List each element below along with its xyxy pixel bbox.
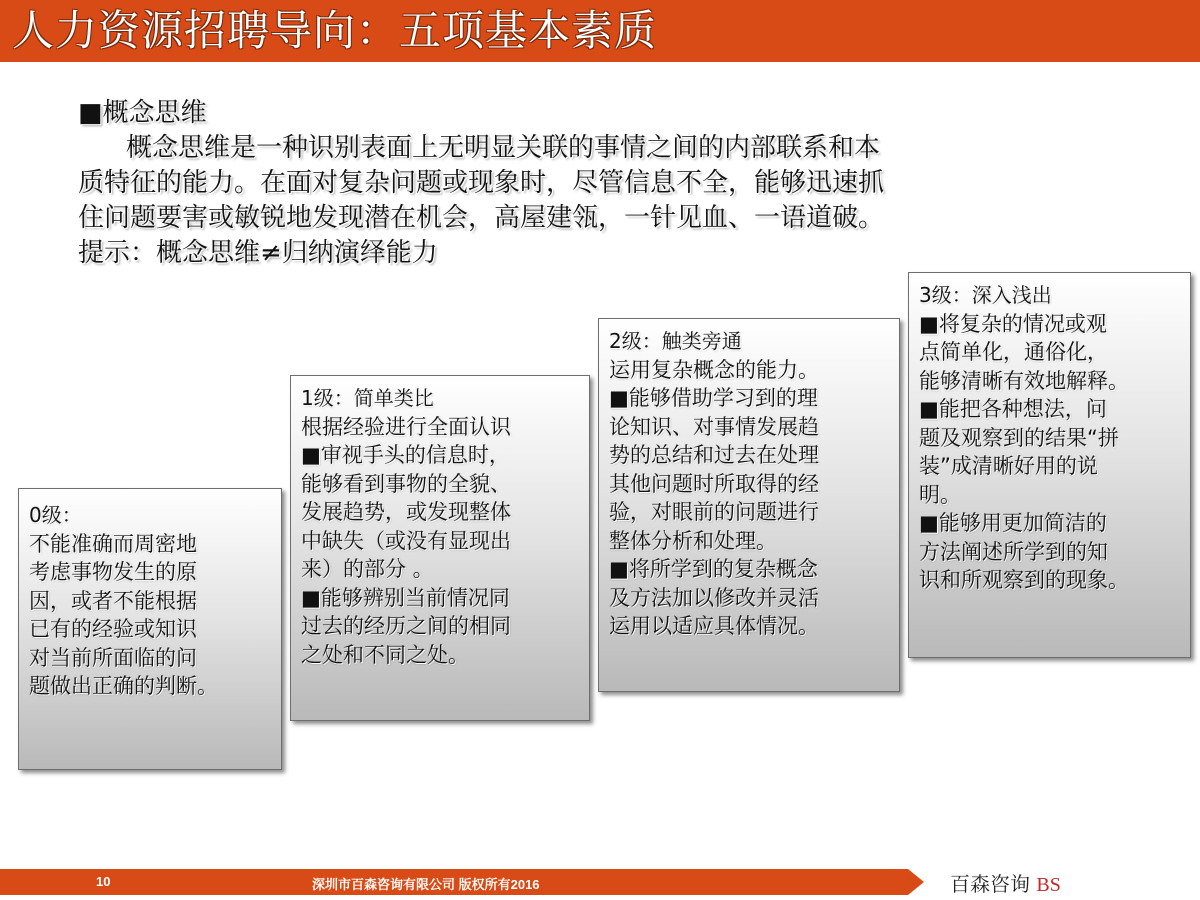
level-2-line: 运用以适应具体情况。 — [609, 614, 819, 638]
logo-suffix: BS — [1036, 874, 1061, 896]
level-1-line: 过去的经历之间的相同 — [301, 614, 511, 638]
level-3-line: 题及观察到的结果“拼 — [919, 425, 1119, 450]
level-3-line: 能够清晰有效地解释。 — [919, 368, 1129, 393]
level-0-line: 因，或者不能根据 — [29, 588, 197, 613]
level-1-box — [290, 375, 590, 721]
definition-line: 概念思维是一种识别表面上无明显关联的事情之间的内部联系和本 — [126, 133, 881, 163]
level-3-line: 识和所观察到的现象。 — [919, 568, 1129, 592]
level-1-line: 发展趋势，或发现整体 — [301, 500, 511, 524]
copyright-text: 深圳市百森咨询有限公司 版权所有2016 — [312, 877, 540, 892]
page-title: 人力资源招聘导向：五项基本素质 — [12, 6, 658, 55]
definition-line: 住问题要害或敏锐地发现潜在机会，高屋建瓴，一针见血、一语道破。 — [78, 203, 885, 233]
level-0-line: 考虑事物发生的原 — [29, 560, 197, 584]
level-0-box — [18, 488, 282, 770]
page-number: 10 — [96, 874, 111, 889]
level-3-box — [908, 272, 1191, 658]
level-3-line: 明。 — [919, 482, 961, 507]
level-2-line: ■将所学到的复杂概念 — [609, 557, 818, 581]
definition-line: 质特征的能力。在面对复杂问题或现象时，尽管信息不全，能够迅速抓 — [78, 168, 885, 198]
level-2-box — [598, 318, 900, 692]
concept-thinking-section — [78, 96, 1118, 271]
level-1-line: 中缺失（或没有显现出 — [301, 528, 511, 553]
level-1-line: 能够看到事物的全貌、 — [301, 471, 511, 496]
level-2-line: 运用复杂概念的能力。 — [609, 357, 819, 382]
level-2-line: 论知识、对事情发展趋 — [609, 414, 819, 439]
title-bar — [0, 0, 1200, 62]
level-3-line: 方法阐述所学到的知 — [919, 539, 1108, 564]
level-1-line: ■能够辨别当前情况同 — [301, 585, 510, 610]
logo-text: 百森咨询 — [950, 872, 1030, 896]
level-3-line: ■将复杂的情况或观 — [919, 311, 1107, 336]
level-3-line: ■能把各种想法，问 — [919, 397, 1107, 421]
level-2-line: 及方法加以修改并灵活 — [609, 585, 819, 610]
level-2-line: 势的总结和过去在处理 — [609, 443, 819, 467]
level-3-line: 装”成清晰好用的说 — [919, 454, 1098, 478]
level-0-line: 不能准确而周密地 — [29, 531, 197, 556]
section-heading: ■概念思维 — [78, 98, 207, 128]
level-0-line: 已有的经验或知识 — [29, 617, 197, 641]
level-0-line: 0级： — [29, 503, 82, 527]
level-3-line: ■能够用更加简洁的 — [919, 511, 1107, 535]
hint-text: 提示：概念思维≠归纳演绎能力 — [78, 238, 438, 268]
level-2-line: ■能够借助学习到的理 — [609, 386, 818, 410]
level-2-line: 2级：触类旁通 — [609, 329, 742, 353]
level-2-line: 验，对眼前的问题进行 — [609, 500, 819, 524]
level-1-line: 根据经验进行全面认识 — [301, 414, 511, 439]
level-1-line: ■审视手头的信息时， — [301, 443, 510, 467]
level-1-line: 之处和不同之处。 — [301, 642, 469, 667]
level-0-line: 对当前所面临的问 — [29, 645, 197, 670]
level-3-line: 点简单化，通俗化， — [919, 340, 1108, 364]
level-0-line: 题做出正确的判断。 — [29, 674, 218, 698]
level-1-line: 来）的部分 。 — [301, 557, 434, 581]
level-2-line: 整体分析和处理。 — [609, 528, 777, 553]
level-3-line: 3级：深入浅出 — [919, 283, 1052, 307]
level-2-line: 其他问题时所取得的经 — [609, 471, 819, 496]
company-logo — [950, 868, 1061, 897]
level-1-line: 1级：简单类比 — [301, 386, 434, 410]
